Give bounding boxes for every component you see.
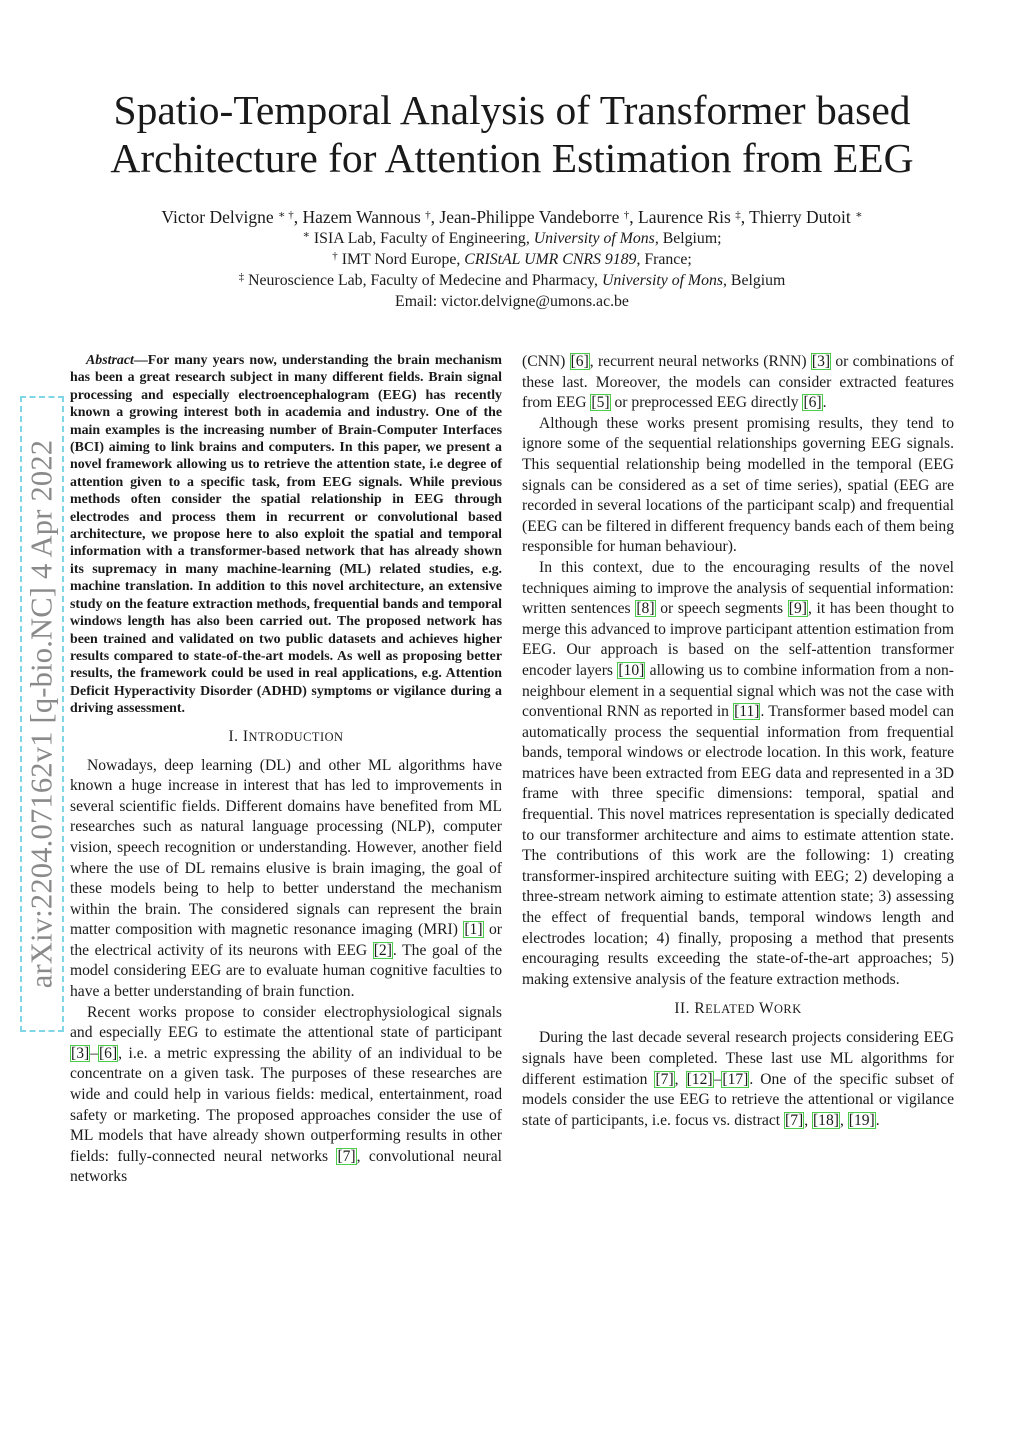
author-mark: ∗ † bbox=[277, 209, 294, 221]
affiliation-text: IMT Nord Europe, bbox=[341, 251, 465, 268]
author-name: Jean-Philippe Vandeborre bbox=[439, 207, 620, 227]
section-initial: I bbox=[242, 727, 249, 745]
author-mark: † bbox=[623, 209, 630, 221]
title-line-1: Spatio-Temporal Analysis of Transformer based bbox=[113, 87, 911, 133]
citation-link[interactable]: [7] bbox=[785, 1111, 804, 1129]
citation-link[interactable]: [17] bbox=[722, 1070, 749, 1088]
author-name: Hazem Wannous bbox=[302, 207, 421, 227]
affiliation-text: Neuroscience Lab, Faculty of Medecine and Pharmacy, bbox=[248, 272, 602, 289]
author-name: Laurence Ris bbox=[638, 207, 731, 227]
section-heading-introduction bbox=[70, 727, 502, 747]
section-title-rest: NTRODUCTION bbox=[248, 729, 344, 744]
citation-link[interactable]: [6] bbox=[98, 1044, 118, 1062]
right-column bbox=[522, 352, 954, 1131]
citation-link[interactable]: [1] bbox=[464, 921, 483, 939]
section-initial: R bbox=[694, 1000, 706, 1018]
citation-link[interactable]: [6] bbox=[803, 394, 822, 412]
affiliation-text: ISIA Lab, Faculty of Engineering, bbox=[313, 230, 534, 247]
citation-link[interactable]: [7] bbox=[655, 1070, 674, 1088]
section-number: II. bbox=[674, 1000, 690, 1018]
affiliation-institution: University of Mons bbox=[601, 272, 724, 289]
arxiv-stamp bbox=[20, 396, 64, 1032]
section-title-rest: ORK bbox=[773, 1002, 802, 1017]
citation-link[interactable]: [12] bbox=[686, 1070, 713, 1088]
affiliation bbox=[60, 270, 964, 291]
intro-paragraph-2-continued: (CNN) [6], recurrent neural networks (RNN) [3] or combinations of these last. Moreover, the models can consider extracted features from EEG [5] or preprocessed EEG directly [6]. bbox=[522, 353, 954, 412]
section-title-rest: ELATED bbox=[705, 1002, 755, 1017]
citation-link[interactable]: [18] bbox=[812, 1111, 839, 1129]
abstract bbox=[70, 352, 502, 718]
affiliation-text: , Belgium bbox=[723, 272, 786, 289]
affiliation-institution: University of Mons bbox=[533, 230, 655, 247]
section-heading-related-work bbox=[522, 999, 954, 1019]
citation-link[interactable]: [6] bbox=[570, 353, 589, 370]
affiliation-text: , Belgium; bbox=[654, 230, 722, 247]
author-email: Email: victor.delvigne@umons.ac.be bbox=[395, 293, 629, 310]
intro-paragraph-3: Although these works present promising results, they tend to ignore some of the sequential relationships governing EEG signals. This sequential relationship being modelled in the temporal (EEG signals can be considered as a set of time series), spatial (EEG are recorded in several locations of the participant scalp) and frequential (EEG can be filtered in different frequency bands each of them being responsible for human behaviour). bbox=[522, 414, 954, 556]
author-mark: ∗ bbox=[855, 209, 863, 221]
intro-paragraph-4: In this context, due to the encouraging results of the novel techniques aiming to improve the analysis of sequential information: written sentences [8] or speech segments [9], it has been thought to merge this advanced to improve participant attention estimation from EEG. Our approach is based on the self-attention transformer encoder layers [10] allowing us to combine information from a non-neighbour element in a sequential signal which was not the case with conventional RNN as reported in [11]. Transformer based model can automatically process the sequential information from frequential bands, temporal windows or electrode location. In this work, feature matrices have been extracted from EEG data and represented in a 3D frame with three specific dimensions: temporal, spatial and frequential. This novel matrices representation is specially dedicated to our transformer architecture and aims to estimate attention state. The contributions of this work are the following: 1) creating transformer-inspired architecture suiting with EEG; 2) developing a three-stream network aiming to estimate attention state; 3) assessing the effect of frequential bands, temporal windows length and electrodes location; 4) finally, proposing a method that presents encouraging results exceeding the state-of-the-art approaches; 5) making extensive analysis of the feature extraction methods. bbox=[522, 558, 955, 988]
section-number: I. bbox=[228, 727, 239, 745]
citation-link[interactable]: [8] bbox=[636, 600, 655, 618]
author-name: Victor Delvigne bbox=[161, 207, 274, 227]
affiliation bbox=[60, 249, 964, 270]
section-initial: W bbox=[758, 1000, 774, 1018]
affiliation-institution: CRIStAL UMR CNRS 9189 bbox=[464, 251, 637, 268]
abstract-label: Abstract bbox=[86, 353, 134, 368]
intro-paragraph-2: Recent works propose to consider electrophysiological signals and especially EEG to estimate the attentional state of participant [3]–[6], i.e. a metric expressing the ability of an individual to be concentrate on a given task. The purposes of these researches are wide and could help in various fields: medical, entertainment, road safety or marketing. The proposed approaches consider the use of ML models that have already shown outperforming results in other fields: fully-connected neural networks [7], convolutional neural networks bbox=[70, 1003, 502, 1186]
citation-link[interactable]: [2] bbox=[373, 941, 392, 959]
arxiv-id: arXiv:2204.07162v1 [q-bio.NC] 4 Apr 2022 bbox=[24, 439, 59, 989]
citation-link[interactable]: [10] bbox=[618, 661, 645, 679]
citation-link[interactable]: [9] bbox=[788, 600, 807, 618]
author-mark: ‡ bbox=[735, 209, 741, 221]
author-block bbox=[60, 206, 964, 312]
affiliation-text: , France; bbox=[636, 251, 692, 268]
affiliation-mark: ‡ bbox=[238, 271, 245, 283]
paper-title bbox=[60, 86, 964, 182]
abstract-text: —For many years now, understanding the brain mechanism has been a great research subject in many different fields. Brain signal processing and especially electroencephalogram (EEG) has recently known a growing interest both in academia and industry. One of the main examples is the increasing number of Brain-Computer Interfaces (BCI) aiming to link brains and computers. In this paper, we present a novel framework allowing us to retrieve the attention state, i.e degree of attention given to a specific task, from EEG signals. While previous methods often consider the spatial relationship in EEG through electrodes and process them in recurrent or convolutional based architecture, we propose here to also exploit the spatial and temporal information with a transformer-based network that has already shown its supremacy in many machine-learning (ML) related studies, e.g. machine translation. In addition to this novel architecture, an extensive study on the feature extraction methods, frequential bands and temporal windows length has also been carried out. The proposed network has been trained and validated on two public datasets and achieves higher results compared to state-of-the-art models. As well as proposing better results, the framework could be used in real applications, e.g. Attention Deficit Hyperactivity Disorder (ADHD) symptoms or vigilance during a driving assessment. bbox=[70, 353, 502, 717]
affiliation-mark: ∗ bbox=[302, 229, 310, 241]
author-mark: † bbox=[425, 209, 431, 221]
affiliation bbox=[60, 228, 964, 249]
affiliation-mark: † bbox=[332, 250, 338, 262]
citation-link[interactable]: [5] bbox=[591, 394, 610, 412]
author-list: Victor Delvigne ∗ †, Hazem Wannous †, Jean-Philippe Vandeborre †, Laurence Ris ‡, Thierry Dutoit ∗ bbox=[161, 207, 863, 227]
related-work-paragraph-1: During the last decade several research projects considering EEG signals have been completed. These last use ML algorithms for different estimation [7], [12]–[17]. One of the specific subset of models consider the use EEG to retrieve the attentional or vigilance state of participants, i.e. focus vs. distract [7], [18], [19]. bbox=[522, 1029, 954, 1129]
citation-link[interactable]: [19] bbox=[848, 1111, 875, 1129]
intro-paragraph-1: Nowadays, deep learning (DL) and other ML algorithms have known a huge increase in interest that has led to improvements in several scientific fields. Different domains have benefited from ML researches such as natural language processing (NLP), computer vision, speech recognition or understanding. However, another field where the use of DL remains elusive is brain imaging, the goal of these models being to help to better understand the mechanism within the brain. The considered signals can represent the brain matter composition with magnetic resonance imaging (MRI) [1] or the electrical activity of its neurons with EEG [2]. The goal of the model considering EEG are to evaluate human cognitive faculties to have a better understanding of brain function. bbox=[70, 756, 503, 1001]
citation-link[interactable]: [3] bbox=[811, 353, 831, 370]
title-line-2: Architecture for Attention Estimation from EEG bbox=[110, 135, 914, 181]
left-column bbox=[70, 352, 502, 1188]
author-name: Thierry Dutoit bbox=[749, 207, 851, 227]
citation-link[interactable]: [3] bbox=[71, 1044, 90, 1062]
citation-link[interactable]: [7] bbox=[337, 1147, 356, 1165]
citation-link[interactable]: [11] bbox=[734, 703, 760, 721]
